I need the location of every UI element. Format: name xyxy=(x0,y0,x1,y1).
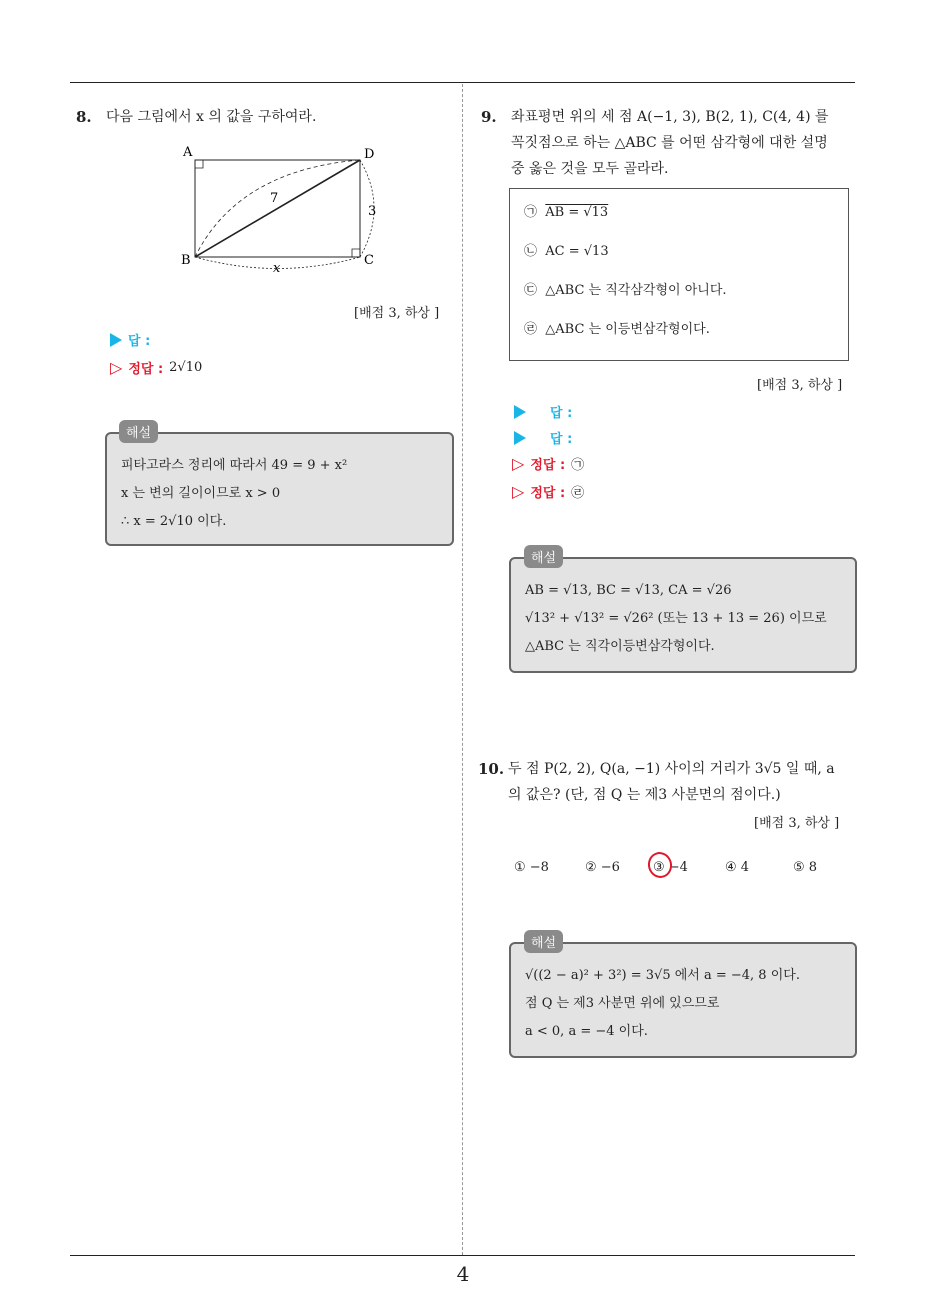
option-4[interactable]: ④ 4 xyxy=(725,860,750,875)
choice-text: AC = √13 xyxy=(545,244,609,259)
label-b: B xyxy=(181,253,191,268)
correct-label: 정답 : xyxy=(128,362,164,377)
option-3[interactable]: ③ −4 xyxy=(653,860,688,875)
option-1[interactable]: ① −8 xyxy=(514,860,549,875)
solution-line: x 는 변의 길이이므로 x > 0 xyxy=(121,486,281,501)
q9-choices-box xyxy=(509,188,849,361)
correct-value: ㉠ xyxy=(571,458,585,473)
answer-label: 답 : xyxy=(128,334,151,349)
play-icon xyxy=(110,333,122,347)
selected-circle-mark xyxy=(645,849,675,880)
solution-line: ∴ x = 2√10 이다. xyxy=(121,514,227,529)
q10-text xyxy=(508,756,835,808)
triangle-outline-icon: ▷ xyxy=(110,358,123,377)
q9-choice xyxy=(524,232,834,271)
solution-line: △ABC 는 직각이등변삼각형이다. xyxy=(525,639,715,654)
q9-solution-tab: 해설 xyxy=(524,545,563,568)
option-2[interactable]: ② −6 xyxy=(585,860,620,875)
solution-line: a < 0, a = −4 이다. xyxy=(525,1024,648,1039)
answer-label: 답 : xyxy=(550,432,573,447)
correct-label: 정답 : xyxy=(530,486,566,501)
label-d: D xyxy=(364,147,375,162)
q10-number: 10. xyxy=(478,760,505,778)
q9-correct xyxy=(512,454,584,473)
column-divider xyxy=(462,84,463,1255)
q9-text-line: 중 옳은 것을 모두 골라라. xyxy=(511,161,669,177)
play-icon xyxy=(514,405,526,419)
correct-value: ㉣ xyxy=(571,486,585,501)
q8-solution-box xyxy=(105,432,454,546)
q9-text-line: 꼭짓점으로 하는 △ABC 를 어떤 삼각형에 대한 설명 xyxy=(511,135,828,151)
q8-answer xyxy=(110,330,150,349)
top-rule xyxy=(70,82,855,83)
answer-label: 답 : xyxy=(550,406,573,421)
play-icon xyxy=(514,431,526,445)
solution-line: √13² + √13² = √26² (또는 13 + 13 = 26) 이므로 xyxy=(525,611,827,626)
triangle-outline-icon: ▷ xyxy=(512,454,525,473)
q8-number: 8. xyxy=(76,108,92,126)
q9-choice xyxy=(524,193,834,232)
choice-mark: ㉠ xyxy=(524,205,538,220)
q8-figure xyxy=(178,140,393,275)
q9-text xyxy=(511,104,829,182)
solution-line: AB = √13, BC = √13, CA = √26 xyxy=(525,583,732,598)
label-c: C xyxy=(364,253,374,268)
page-number: 4 xyxy=(456,1262,470,1286)
choice-mark: ㉢ xyxy=(524,283,538,298)
solution-line: 피타고라스 정리에 따라서 49 = 9 + x² xyxy=(121,458,348,473)
q9-number: 9. xyxy=(481,108,497,126)
q10-solution-tab: 해설 xyxy=(524,930,563,953)
q10-solution-box xyxy=(509,942,857,1058)
choice-text: △ABC 는 직각삼각형이 아니다. xyxy=(545,283,727,298)
q9-meta: [배점 3, 하상 ] xyxy=(757,378,843,393)
q10-text-line: 두 점 P(2, 2), Q(a, −1) 사이의 거리가 3√5 일 때, a xyxy=(508,761,835,777)
bottom-rule xyxy=(70,1255,855,1256)
label-bottom: x xyxy=(273,261,281,275)
q9-solution-box xyxy=(509,557,857,673)
label-diag: 7 xyxy=(270,191,279,206)
label-side: 3 xyxy=(368,204,377,219)
q9-text-line: 좌표평면 위의 세 점 A(−1, 3), B(2, 1), C(4, 4) 를 xyxy=(511,109,829,125)
triangle-outline-icon: ▷ xyxy=(512,482,525,501)
choice-mark: ㉡ xyxy=(524,244,538,259)
q9-correct xyxy=(512,482,584,501)
correct-value: 2√10 xyxy=(169,360,203,375)
q8-solution-tab: 해설 xyxy=(119,420,158,443)
q10-text-line: 의 값은? (단, 점 Q 는 제3 사분면의 점이다.) xyxy=(508,787,781,803)
label-a: A xyxy=(183,145,193,160)
choice-text: △ABC 는 이등변삼각형이다. xyxy=(545,322,710,337)
q10-meta: [배점 3, 하상 ] xyxy=(754,816,840,831)
solution-line: 점 Q 는 제3 사분면 위에 있으므로 xyxy=(525,996,720,1011)
choice-mark: ㉣ xyxy=(524,322,538,337)
correct-label: 정답 : xyxy=(530,458,566,473)
q8-text: 다음 그림에서 x 의 값을 구하여라. xyxy=(106,109,317,125)
option-5[interactable]: ⑤ 8 xyxy=(793,860,818,875)
q8-correct xyxy=(110,358,202,377)
q9-choice xyxy=(524,310,834,349)
q9-answer xyxy=(514,402,572,421)
q9-answer xyxy=(514,428,572,447)
q8-meta: [배점 3, 하상 ] xyxy=(354,306,440,321)
choice-text: AB = √13 xyxy=(545,205,609,220)
solution-line: √((2 − a)² + 3²) = 3√5 에서 a = −4, 8 이다. xyxy=(525,968,800,983)
q9-choice xyxy=(524,271,834,310)
